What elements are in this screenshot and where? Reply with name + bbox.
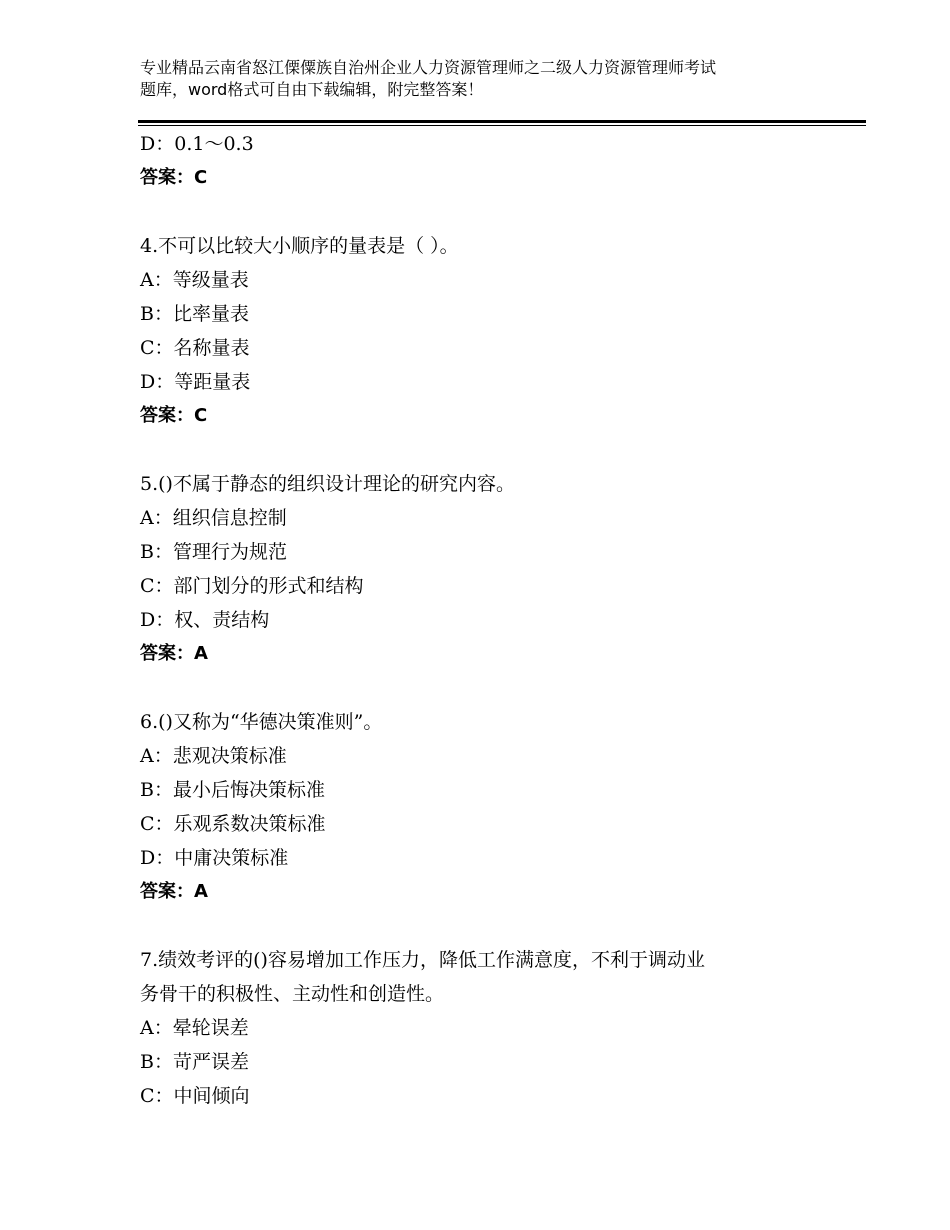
spacer	[140, 671, 840, 705]
question-6	[140, 705, 840, 909]
option-c: C：名称量表	[140, 337, 250, 359]
option-a: A：组织信息控制	[140, 507, 287, 529]
option-a: A：悲观决策标准	[140, 745, 287, 767]
answer-text: 答案：A	[140, 881, 208, 902]
spacer	[140, 195, 840, 229]
header-divider-thin	[138, 125, 866, 126]
option-c: C：中间倾向	[140, 1085, 250, 1107]
option-b: B：比率量表	[140, 303, 249, 325]
question-stem-line-2: 务骨干的积极性、主动性和创造性。	[140, 983, 445, 1005]
answer-text: 答案：C	[140, 405, 208, 426]
option-d: D：权、责结构	[140, 609, 270, 631]
answer-text: 答案：A	[140, 643, 208, 664]
header-title-line-1: 专业精品云南省怒江傈僳族自治州企业人力资源管理师之二级人力资源管理师考试	[140, 58, 717, 77]
question-stem: 6.()又称为“华德决策准则”。	[140, 711, 383, 733]
option-c: C：乐观系数决策标准	[140, 813, 326, 835]
option-c: C：部门划分的形式和结构	[140, 575, 364, 597]
option-a: A：晕轮误差	[140, 1017, 249, 1039]
document-header	[140, 57, 840, 101]
question-5	[140, 467, 840, 671]
option-b: B：最小后悔决策标准	[140, 779, 325, 801]
option-d: D：中庸决策标准	[140, 847, 289, 869]
option-d: D：等距量表	[140, 371, 251, 393]
option-a: A：等级量表	[140, 269, 249, 291]
header-title-line-2: 题库，word格式可自由下载编辑，附完整答案！	[140, 80, 484, 99]
question-4	[140, 229, 840, 433]
question-stem: 4.不可以比较大小顺序的量表是（ ）。	[140, 235, 459, 257]
option-b: B：管理行为规范	[140, 541, 287, 563]
question-3	[140, 127, 840, 195]
option-b: B：苛严误差	[140, 1051, 249, 1073]
answer-text: 答案：C	[140, 167, 208, 188]
question-list	[140, 127, 840, 1113]
spacer	[140, 909, 840, 943]
header-divider-thick	[138, 120, 866, 123]
option-d: D：0.1～0.3	[140, 133, 254, 155]
question-7	[140, 943, 840, 1113]
question-stem-line-1: 7.绩效考评的()容易增加工作压力，降低工作满意度，不利于调动业	[140, 949, 705, 971]
question-stem: 5.()不属于静态的组织设计理论的研究内容。	[140, 473, 515, 495]
spacer	[140, 433, 840, 467]
